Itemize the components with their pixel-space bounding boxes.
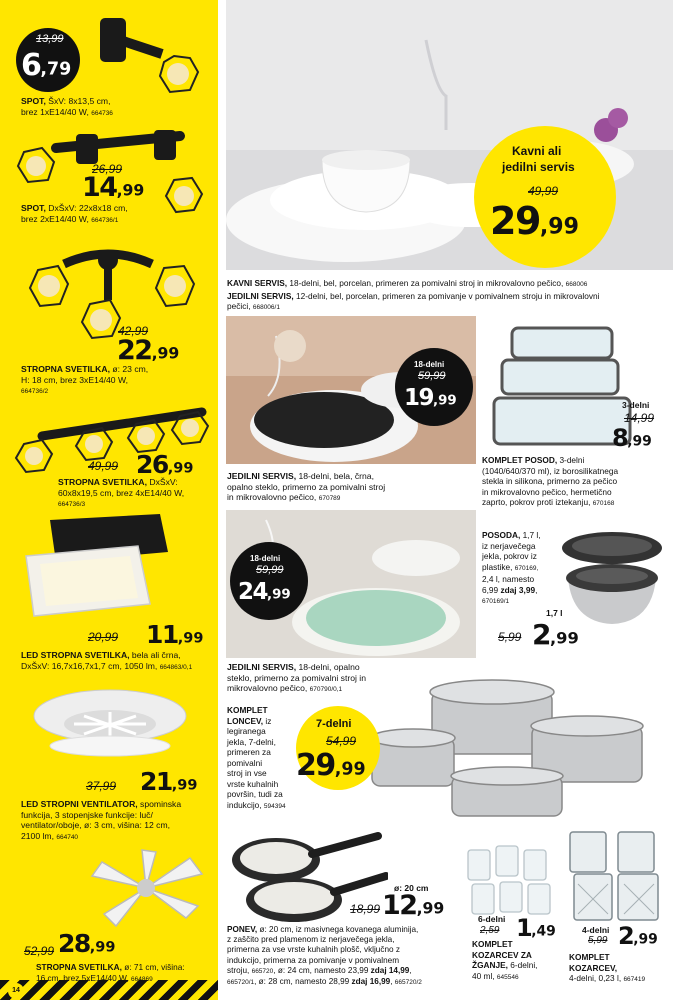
loncev-desc-8: površin, tudi za — [227, 789, 283, 799]
ventilator-desc-2: funkcija, 3 stopenjske funkcije: luč/ — [21, 809, 153, 820]
kavni-price — [490, 199, 579, 243]
kozarcev2-desc — [569, 952, 669, 986]
loncev-badge: 7-delni — [316, 718, 352, 730]
ponev-price-int: 12 — [382, 890, 417, 921]
stropna3-desc-2: 16 cm, brez 5xE14/40 W, — [36, 972, 129, 983]
kozarcev1-price — [516, 914, 556, 942]
posoda-image — [556, 526, 666, 626]
posoda-desc-1: 1,7 l, — [520, 530, 541, 540]
stropna2-old-price: 49,99 — [88, 459, 119, 473]
ventilator-old-price: 37,99 — [86, 779, 117, 793]
kozarcev2-title-1: KOMPLET — [569, 952, 610, 962]
stropna3-price-dec: ,99 — [89, 939, 116, 956]
kozarcev2-code: 667419 — [623, 976, 646, 983]
led-panel-image — [20, 512, 170, 622]
ponev-desc-5a: stroju, — [227, 965, 250, 975]
kozarcev1-desc-1: 6-delni, — [507, 960, 538, 970]
posod-desc — [482, 455, 672, 510]
ventilator-image — [30, 680, 190, 762]
jedilni1-price-int: 19 — [404, 385, 434, 411]
stropna1-old-price: 42,99 — [118, 324, 149, 338]
ventilator-desc-1: spominska — [137, 799, 182, 809]
kozarcev1-old-price: 2,59 — [480, 925, 500, 936]
kozarcev1-title-2: KOZARCEV ZA — [472, 949, 532, 960]
stropna1-price-int: 22 — [117, 335, 152, 366]
loncev-desc-9: indukcijo, — [227, 799, 262, 810]
kavni-code-1: 668006 — [565, 281, 588, 288]
jedilni2-code: 670790/0,1 — [309, 686, 343, 693]
spot2-old-price: 26,99 — [92, 162, 123, 176]
kozarcev1-badge: 6-delni — [478, 914, 506, 924]
kavni-desc — [227, 278, 667, 314]
spot2-code: 664736/1 — [91, 216, 119, 224]
stropna1-lamp-image — [24, 240, 210, 340]
stropna3-desc-1: ø: 71 cm, višina: — [121, 962, 185, 972]
stropna2-price — [136, 450, 193, 479]
kozarcev1-code: 645546 — [496, 973, 519, 981]
kozarcev2-price-int: 2 — [618, 922, 634, 950]
ponev-desc-6b: zdaj 16,99 — [351, 977, 391, 987]
kavni-price-int: 29 — [490, 199, 540, 243]
ponev-title: PONEV, — [227, 925, 258, 934]
ventilator-price-dec: ,99 — [171, 777, 198, 794]
posoda-desc-4: plastike, — [482, 561, 513, 572]
kavni-price-dec: ,99 — [539, 214, 579, 240]
kozarcev2-desc-1: 4-delni, 0,23 l, — [569, 973, 622, 983]
spot1-lamp-image — [90, 14, 210, 100]
kozarcev2-badge: 4-delni — [582, 925, 610, 935]
ponev-desc-5c: zdaj 14,99 — [370, 965, 410, 975]
led-desc — [21, 650, 217, 673]
jedilni2-price-dec: ,99 — [267, 587, 291, 603]
posod-desc-5: zaprto, pokrov proti iztekanju, — [482, 497, 591, 507]
spot1-desc — [21, 96, 211, 119]
jedilni1-desc — [227, 471, 477, 505]
kozarcev2-title-2: KOZARCEV, — [569, 962, 618, 973]
jedilni2-desc-1: 18-delni, opalno — [296, 662, 360, 672]
ventilator-desc-4: 2100 lm, — [21, 830, 54, 841]
page-number: 14 — [8, 983, 24, 999]
kozarcev1-desc-2: 40 ml, — [472, 970, 495, 981]
posoda-desc-6b: zdaj 3,99 — [500, 584, 536, 595]
stropna3-code: 664869 — [131, 975, 153, 983]
posod-price-int: 8 — [612, 424, 628, 452]
spot2-title: SPOT, — [21, 203, 46, 213]
loncev-desc-6: stroj in vse — [227, 768, 267, 778]
spot2-price — [82, 172, 144, 203]
spot1-desc-1: ŠxV: 8x13,5 cm, — [45, 96, 111, 106]
loncev-desc-7: vrste kuhalnih — [227, 778, 279, 789]
spot1-old-price: 13,99 — [36, 33, 64, 45]
spot1-title: SPOT, — [21, 96, 46, 106]
kavni-label-2: jedilni servis — [502, 160, 575, 174]
ponev-desc-6: , ø: 28 cm, namesto 28,99 — [254, 977, 352, 987]
ponev-desc-3: primerna za vse vrste kuhalnih plošč, vključno z — [227, 945, 400, 955]
loncev-code: 594394 — [263, 802, 286, 810]
posoda-title: POSODA, — [482, 530, 521, 540]
loncev-desc-1: iz — [263, 715, 272, 726]
posoda-desc-3: jekla, pokrov iz — [482, 551, 537, 561]
ponev-price — [382, 890, 444, 921]
loncev-desc-2: legiranega — [227, 726, 266, 736]
posoda-old-price: 5,99 — [498, 630, 522, 644]
jedilni2-price — [238, 579, 291, 605]
ventilator-desc-3: ventilator/oboje, ø: 3 cm, višina: 12 cm, — [21, 820, 171, 830]
kavni-code-2: 668006/1 — [252, 304, 280, 311]
jedilni2-price-int: 24 — [238, 579, 268, 605]
kozarcev1-image — [462, 842, 554, 918]
stropna3-title: STROPNA SVETILKA, — [36, 962, 122, 972]
stropna1-code: 664736/2 — [21, 388, 49, 395]
kozarcev2-image — [562, 828, 666, 924]
kozarcev1-title-1: KOMPLET — [472, 939, 513, 949]
loncev-price-dec: ,99 — [334, 759, 366, 780]
loncev-title-2: LONCEV, — [227, 715, 264, 726]
stropna1-desc — [21, 364, 211, 398]
posoda-desc-2: iz nerjavečega — [482, 540, 536, 551]
kozarcev2-price-dec: ,99 — [633, 931, 658, 948]
ponev-code-3: 665720/2 — [394, 979, 422, 987]
stropna1-desc-2: H: 18 cm, brez 3xE14/40 W, — [21, 374, 128, 385]
led-price — [146, 620, 203, 649]
stropna2-title: STROPNA SVETILKA, — [58, 477, 147, 487]
stropna2-desc-1: DxŠxV: — [146, 477, 178, 487]
led-old-price: 20,99 — [88, 630, 119, 644]
stropna1-title: STROPNA SVETILKA, — [21, 364, 110, 374]
jedilni1-old-price: 59,99 — [418, 370, 446, 382]
kozarcev1-desc — [472, 939, 564, 983]
jedilni2-badge: 18-delni — [250, 554, 281, 563]
stropna3-lamp-image — [82, 848, 212, 932]
kozarcev1-price-int: 1 — [516, 914, 532, 942]
jedilni1-desc-3: in mikrovalovno pečico, — [227, 492, 317, 502]
stropna1-price — [117, 335, 179, 366]
spot2-desc — [21, 203, 211, 226]
stropna2-code: 664736/3 — [58, 501, 86, 508]
kavni-label-1: Kavni ali — [512, 144, 562, 158]
stropna3-desc — [36, 962, 218, 985]
kavni-desc-2: 12-delni, bel, porcelan, primeren za pomivanje v pomivalnem stroju in mikrovalovni — [293, 290, 600, 301]
posoda-code-2: 670169/1 — [482, 598, 510, 605]
loncev-image — [342, 672, 668, 826]
jedilni1-desc-1: 18-delni, bela, črna, — [296, 471, 374, 481]
posoda-price — [532, 618, 579, 651]
ponev-desc-1: ø: 20 cm, iz masivnega kovanega aluminija, — [257, 925, 419, 934]
loncev-price — [296, 748, 366, 783]
led-desc-1: bela ali črna, — [129, 650, 181, 660]
ponev-badge: ø: 20 cm — [394, 883, 429, 893]
kozarcev2-old-price: 5,99 — [588, 935, 608, 946]
kavni-desc-3: pečici, — [227, 301, 251, 311]
jedilni1-badge: 18-delni — [414, 360, 445, 369]
spot1-price-int: 6 — [21, 48, 41, 83]
stropna2-desc-2: 60x8x19,5 cm, brez 4xE14/40 W, — [58, 487, 185, 498]
posod-title: KOMPLET POSOD, — [482, 455, 558, 465]
posoda-code: 670169, — [514, 564, 539, 572]
ponev-code-1: 665720 — [251, 967, 274, 975]
posoda-badge: 1,7 l — [546, 608, 563, 618]
stropna3-price — [58, 929, 115, 958]
kozarcev2-price — [618, 922, 658, 950]
loncev-title-1: KOMPLET — [227, 705, 268, 715]
posod-desc-2: (1040/640/370 ml), iz borosilikatnega — [482, 465, 619, 476]
ventilator-price — [140, 767, 197, 796]
ventilator-code: 664740 — [56, 833, 79, 841]
ventilator-desc — [21, 799, 217, 843]
ponev-desc: PONEV, ø: 20 cm, iz masivnega kovanega aluminija, z zaščito pred plamenom iz nerjavečega jekla, primerna za vse vrste kuhalnih plošč, vključno z indukcijo, primerna za pomivanje v pomivalnem stroju, 665720, ø: 24 cm, namesto 23,99 zdaj 14,99, 665720/1, ø: 28 cm, namesto 28,99 zdaj 16,99, 665720/2 — [227, 925, 422, 987]
posod-desc-1: 3-delni — [557, 455, 585, 465]
spot1-price-dec: ,79 — [40, 59, 72, 80]
posod-desc-4: in mikrovalovno pečico, hermetično — [482, 486, 612, 497]
jedilni-servis-title-0: JEDILNI SERVIS, — [227, 290, 294, 301]
led-desc-2: DxŠxV: 16,7x16,7x1,7 cm, 1050 lm, — [21, 660, 158, 671]
stropna1-price-dec: ,99 — [151, 343, 180, 363]
spot1-code: 664736 — [91, 109, 113, 117]
jedilni1-price — [404, 385, 457, 411]
loncev-desc — [227, 705, 307, 812]
kavni-old-price: 49,99 — [528, 184, 559, 198]
jedilni1-price-dec: ,99 — [433, 393, 457, 409]
led-price-dec: ,99 — [177, 630, 204, 647]
posoda-desc-6a: 6,99 — [482, 584, 501, 595]
jedilni2-old-price: 59,99 — [256, 564, 284, 576]
ponev-price-dec: ,99 — [416, 898, 445, 918]
stropna3-old-price: 52,99 — [24, 944, 55, 958]
loncev-old-price: 54,99 — [326, 734, 357, 748]
ponev-desc-4: indukcijo, primerna za pomivanje v pomivalnem — [227, 955, 400, 965]
posod-badge: 3-delni — [622, 400, 650, 410]
ponev-desc-2: z zaščito pred plamenom iz nerjavečega jekla, — [227, 935, 395, 945]
ponev-desc-5b: , ø: 24 cm, namesto 23,99 — [273, 965, 371, 975]
loncev-price-int: 29 — [296, 748, 335, 783]
spot1-price — [21, 48, 71, 83]
led-title: LED STROPNA SVETILKA, — [21, 650, 130, 660]
jedilni1-code: 670789 — [318, 495, 341, 502]
posod-desc-3: stekla in silikona, primerno za pečico — [482, 476, 618, 486]
spot2-desc-1: DxŠxV: 22x8x18 cm, — [45, 203, 128, 213]
spot2-price-dec: ,99 — [116, 180, 145, 200]
jedilni2-desc-3: mikrovalovno pečico, — [227, 683, 308, 693]
led-code: 664863/0,1 — [159, 663, 193, 671]
posoda-desc-6c: , — [535, 584, 538, 595]
jedilni2-desc-2: steklo, primerno za pomivalni stroj in — [227, 672, 366, 683]
spot1-desc-2: brez 1xE14/40 W, — [21, 106, 89, 117]
ventilator-title: LED STROPNI VENTILATOR, — [21, 799, 138, 809]
posod-code: 670168 — [592, 500, 615, 507]
ponev-old-price: 18,99 — [350, 902, 381, 916]
jedilni2-title: JEDILNI SERVIS, — [227, 662, 297, 672]
stropna2-price-int: 26 — [136, 450, 168, 479]
led-price-int: 11 — [146, 620, 178, 649]
kavni-desc-1: 18-delni, bel, porcelan, primeren za pomivalni stroj in mikrovalovno pečico, — [287, 278, 564, 288]
loncev-desc-5: pomivalni — [227, 757, 263, 768]
posoda-price-dec: ,99 — [549, 628, 579, 648]
stropna3-price-int: 28 — [58, 929, 90, 958]
loncev-desc-3: jekla, 7-delni, — [227, 736, 276, 747]
loncev-desc-4: primeren za — [227, 747, 271, 757]
jedilni1-desc-2: opalno steklo, primerno za pomivalni stroj — [227, 481, 386, 492]
posoda-desc-5: 2,4 l, namesto — [482, 574, 535, 584]
ponev-code-2: 665720/1 — [227, 979, 255, 987]
spot2-desc-2: brez 2xE14/40 W, — [21, 213, 89, 224]
posod-price-dec: ,99 — [627, 433, 652, 450]
posoda-price-int: 2 — [532, 618, 550, 651]
kozarcev1-price-dec: ,49 — [531, 923, 556, 940]
stropna2-desc — [58, 477, 214, 511]
posod-old-price: 14,99 — [624, 411, 655, 425]
kozarcev1-title-3: ŽGANJE, — [472, 960, 508, 970]
jedilni1-title: JEDILNI SERVIS, — [227, 471, 297, 481]
spot2-price-int: 14 — [82, 172, 117, 203]
kavni-title: KAVNI SERVIS, — [227, 278, 288, 288]
posod-price — [612, 424, 652, 452]
stropna1-desc-1: ø: 23 cm, — [109, 364, 149, 374]
ventilator-price-int: 21 — [140, 767, 172, 796]
stropna2-price-dec: ,99 — [167, 460, 194, 477]
